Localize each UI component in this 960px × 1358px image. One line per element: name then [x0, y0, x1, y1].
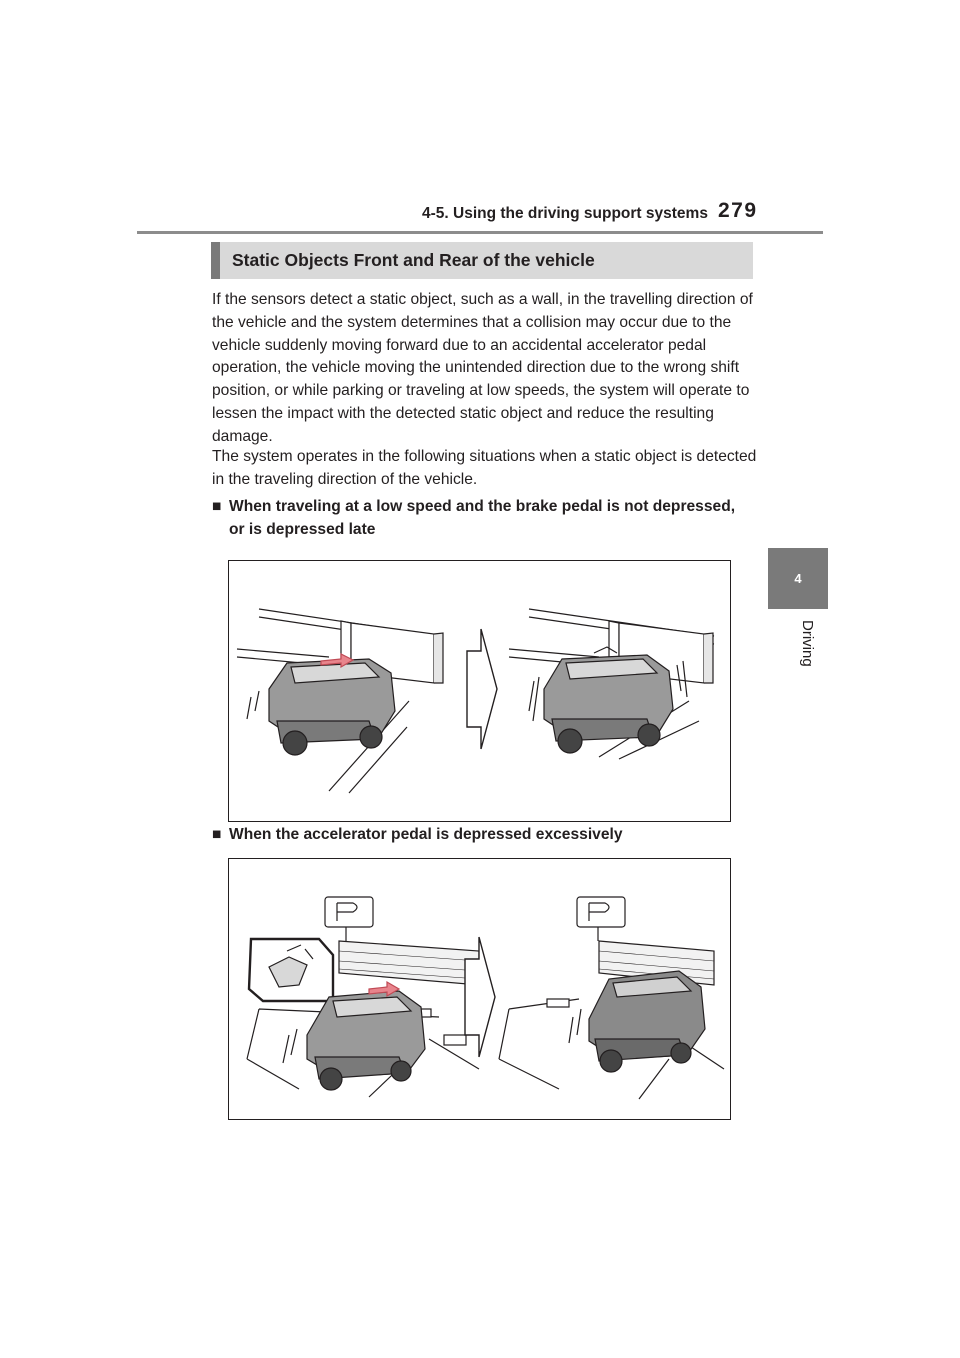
figure-wall-collision	[228, 560, 731, 822]
figure-parking-lot	[228, 858, 731, 1120]
parking-lot-illustration	[229, 859, 730, 1119]
section-title: Static Objects Front and Rear of the vehicle	[232, 250, 595, 270]
paragraph-situations: The system operates in the following situations when a static object is detected in the traveling direction of the vehicle.	[212, 448, 757, 488]
paragraph-intro: If the sensors detect a static object, such as a wall, in the travelling direction of the vehicle and the system determines that a collision may occur due to the vehicle suddenly moving forward due to an accidental accelerator pedal operation, the vehicle moving the unintended direction due to the wrong shift position, or while parking or traveling at low speeds, the system will operate to lessen the impact with the detected static object and reduce the resulting damage.	[212, 291, 753, 445]
page-number: 279	[718, 199, 758, 222]
car-left-icon	[247, 659, 395, 755]
bullet-low-speed-text: When traveling at a low speed and the brake pedal is not depressed, or is depressed late	[229, 498, 736, 538]
bullet-square-icon: ■	[212, 498, 222, 515]
chapter-number: 4	[794, 571, 802, 586]
bullet-square-icon: ■	[212, 826, 222, 843]
bullet-accelerator	[212, 824, 752, 847]
chapter-label: Driving	[799, 620, 816, 667]
car-right-icon	[569, 971, 705, 1072]
bullet-accelerator-text: When the accelerator pedal is depressed excessively	[229, 826, 623, 843]
parking-sign-left-icon	[325, 897, 373, 941]
header-divider	[137, 231, 823, 234]
running-header-title: 4-5. Using the driving support systems	[422, 205, 708, 222]
wall-collision-illustration	[229, 561, 730, 821]
bullet-low-speed	[212, 496, 752, 542]
car-left-icon	[283, 991, 425, 1090]
parking-sign-right-icon	[577, 897, 625, 941]
section-heading-box	[211, 242, 753, 279]
chapter-tab	[768, 548, 828, 609]
